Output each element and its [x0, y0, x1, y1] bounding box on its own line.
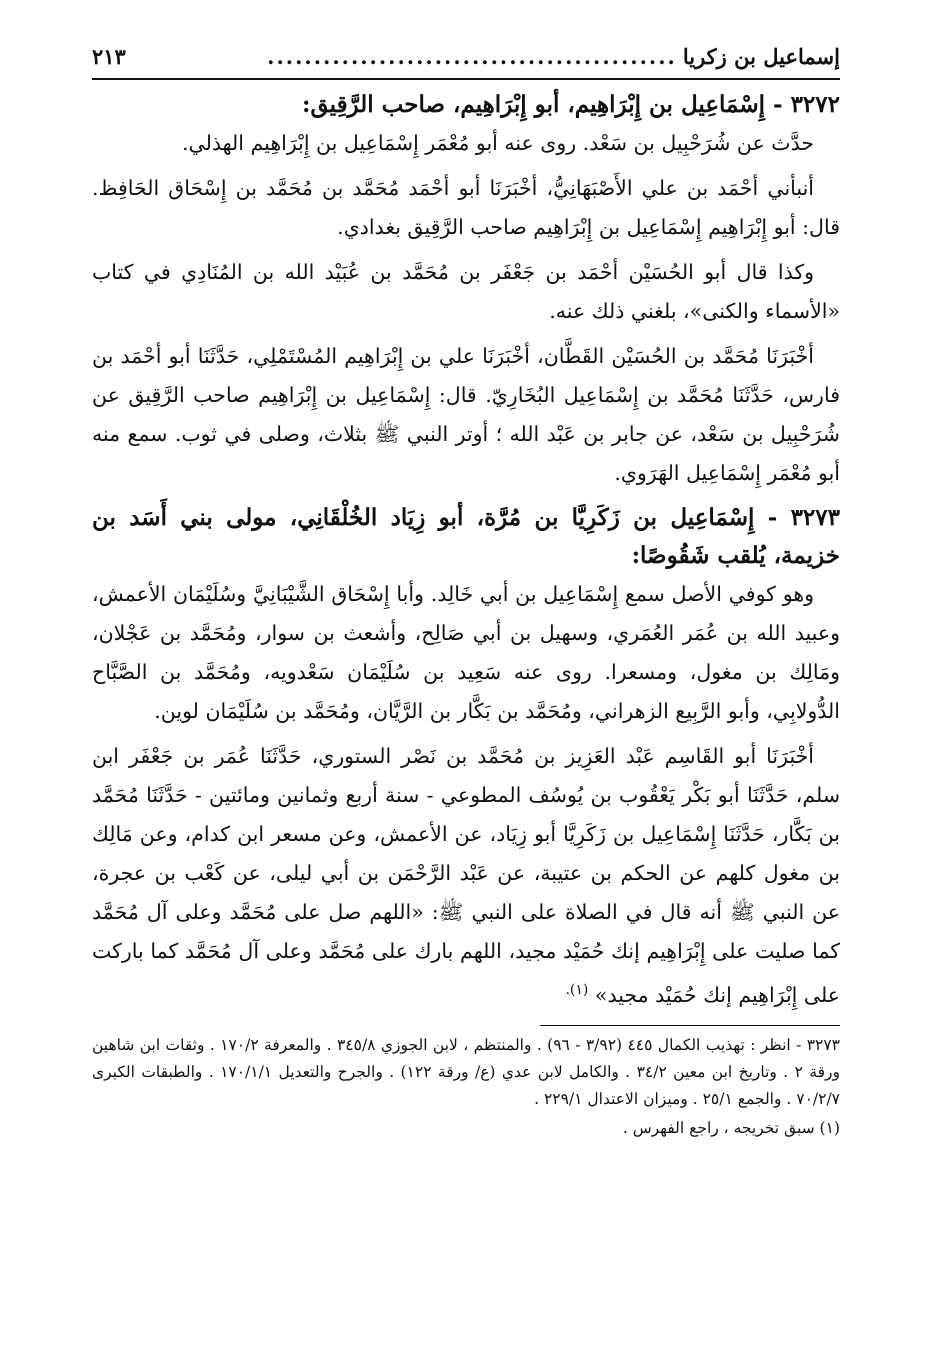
- entry-3272-paragraph-2: أنبأني أحْمَد بن علي الأَصْبَهَانِيُّ، أخْبَرَنَا أبو أحْمَد مُحَمَّد بن مُحَمَّد بن إِسْحَاق الحَافِظ. قال: أبو إِبْرَاهِيم إِسْمَاعِيل بن إِبْرَاهِيم صاحب الرَّقِيق بغدادي.: [92, 176, 840, 239]
- entry-3272-paragraph-3: وكذا قال أبو الحُسَيْن أحْمَد بن جَعْفَر بن مُحَمَّد بن عُبَيْد الله بن المُنَادِي في كتاب «الأسماء والكنى»، بلغني ذلك عنه.: [92, 260, 840, 323]
- entry-3272-paragraph-1: حدَّث عن شُرَحْبِيل بن سَعْد. روى عنه أبو مُعْمَر إِسْمَاعِيل بن إِبْرَاهِيم الهذلي.: [181, 131, 814, 155]
- book-page: [92, 42, 840, 1144]
- entry-3272-paragraph-4: أخْبَرَنَا مُحَمَّد بن الحُسَيْن القَطَّان، أخْبَرَنَا علي بن إِبْرَاهِيم المُسْتَمْلِي، حَدَّثَنَا أبو أحْمَد بن فارس، حَدَّثَنَا مُحَمَّد بن إِسْمَاعِيل البُخَارِيّ. قال: إِسْمَاعِيل بن إِبْرَاهِيم صاحب الرَّقِيق عن شُرَحْبِيل بن سَعْد، عن جابر بن عَبْد الله ؛ أوتر النبي ﷺ بثلاث، وصلى في ثوب. سمع منه أبو مُعْمَر إِسْمَاعِيل الهَرَوي.: [92, 344, 840, 485]
- entry-heading-3272: ٣٢٧٢ - إِسْمَاعِيل بن إِبْرَاهِيم، أبو إِبْرَاهِيم، صاحب الرَّقِيق:: [301, 91, 840, 118]
- footnotes: [92, 1032, 840, 1142]
- entry-3273-paragraph-1: وهو كوفي الأصل سمع إِسْمَاعِيل بن أبي خَالِد. وأبا إِسْحَاق الشَّيْبَانِيَّ وسُلَيْمَان الأعمش، وعبيد الله بن عُمَر العُمَري، وسهيل بن أبي صَالِح، وأشعث بن سوار، ومُحَمَّد بن عَجْلان، ومَالِك بن مغول، ومسعرا. روى عنه سَعِيد بن سُلَيْمَان سَعْدويه، ومُحَمَّد بن الصَّبَّاح الدُّولابِي، وأبو الرَّبِيع الزهراني، ومُحَمَّد بن بَكَّار بن الرَّيَّان، ومُحَمَّد بن سُلَيْمَان لوين.: [92, 582, 840, 723]
- running-title: إسماعيل بن زكريا: [682, 44, 840, 69]
- leader-dots: ............................................: [267, 44, 677, 69]
- page-number: ٢١٣: [92, 44, 126, 69]
- running-header: [92, 42, 840, 80]
- entry-3273-paragraph-2-text: أخْبَرَنَا أبو القَاسِم عَبْد العَزِيز بن مُحَمَّد بن نَصْر الستوري، حَدَّثَنَا عُمَر بن جَعْفَر ابن سلم، حَدَّثَنَا أبو بَكْر يَعْقُوب بن يُوسُف المطوعي - سنة أربع وثمانين ومائتين - حَدَّثَنَا مُحَمَّد بن بَكَّار، حَدَّثَنَا إِسْمَاعِيل بن زَكَرِيَّا أبو زِيَاد، عن الأعمش، وعن مسعر ابن كدام، وعن مَالِك بن مغول كلهم عن الحكم بن عتيبة، عن عَبْد الرَّحْمَن بن أبي ليلى، عن كَعْب بن عجرة، عن النبي ﷺ أنه قال في الصلاة على النبي ﷺ: «اللهم صل على مُحَمَّد وعلى آل مُحَمَّد كما صليت على إِبْرَاهِيم إنك حُمَيْد مجيد، اللهم بارك على مُحَمَّد وعلى آل مُحَمَّد كما باركت على إِبْرَاهِيم إنك حُمَيْد مجيد»: [92, 744, 840, 1007]
- entry-3273-paragraph-2: [92, 737, 840, 1015]
- entry-heading-3273: ٣٢٧٣ - إِسْمَاعِيل بن زَكَرِيَّا بن مُرَّة، أبو زِيَاد الخُلْقَانِي، مولى بني أَسَد بن خزيمة، يُلقب شَقُوصًا:: [92, 504, 840, 569]
- footnote-1: (١) سبق تخريجه ، راجع الفهرس .: [622, 1118, 840, 1137]
- footnote-divider: [540, 1025, 840, 1026]
- footnote-sources: ٣٢٧٣ - انظر : تهذيب الكمال ٤٤٥ (٣/٩٢ - ٩٦) . والمنتظم ، لابن الجوزي ٣٤٥/٨ . والمعرفة ١٧٠/٢ . وثقات ابن شاهين ورقة ٢ . وتاريخ ابن معين ٣٤/٢ . والكامل لابن عدي (ع/ ورقة ١٢٢) . والجرح والتعديل ١٧٠/١/١ . والطبقات الكبرى ٧٠/٢/٧ . والجمع ٢٥/١ . وميزان الاعتدال ٢٢٩/١ .: [92, 1035, 840, 1108]
- footnote-reference: (١).: [565, 982, 589, 998]
